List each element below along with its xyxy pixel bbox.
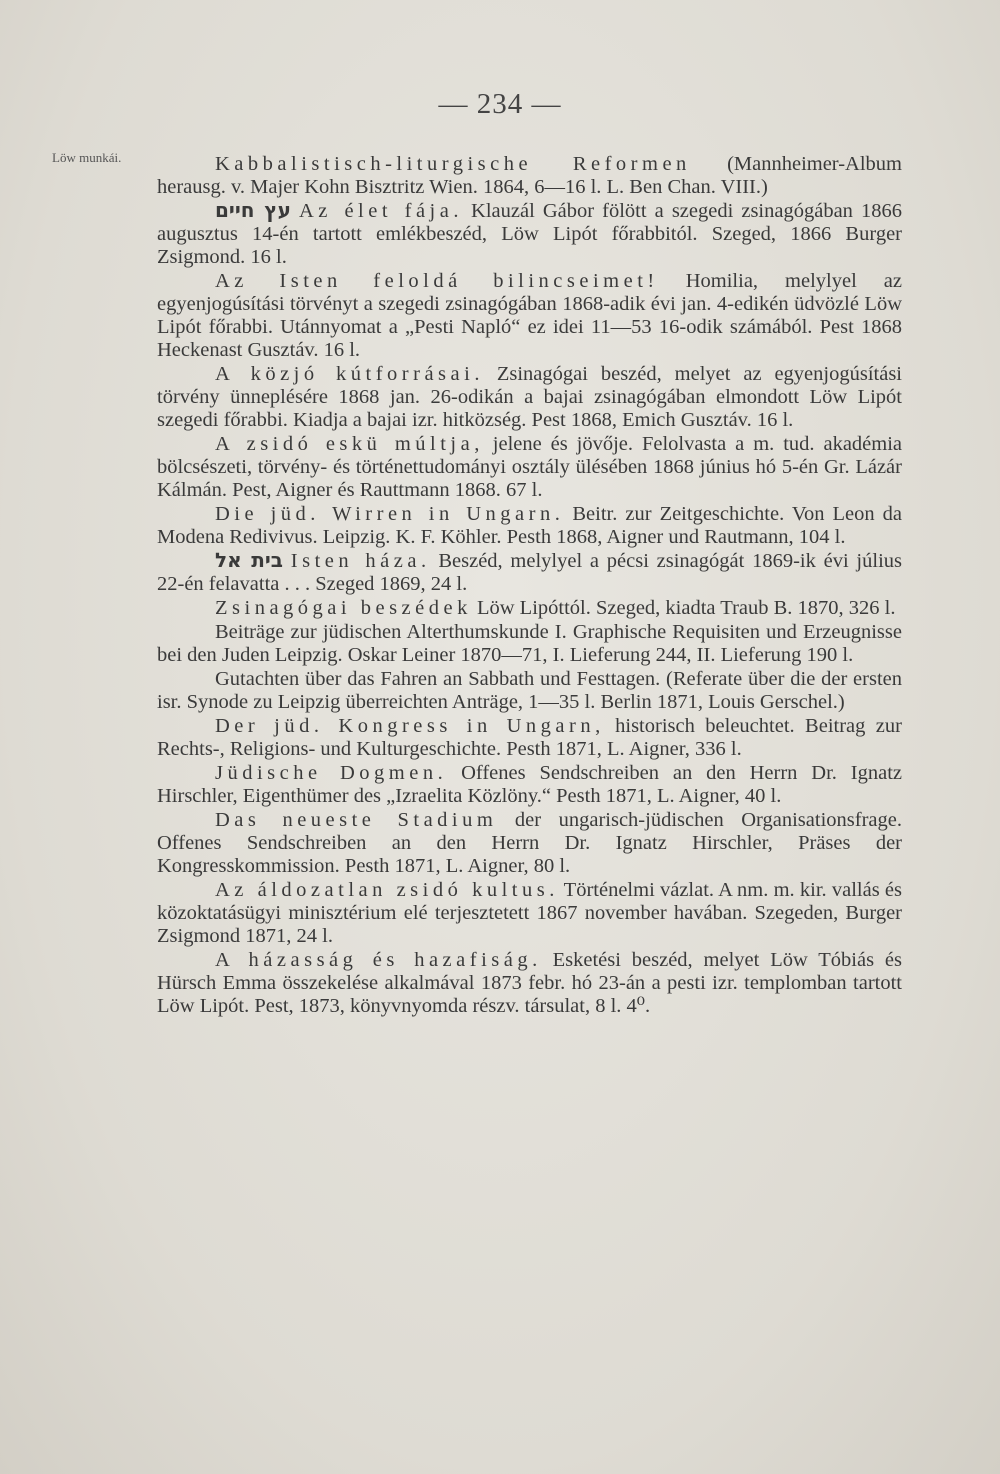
bibliography-entry — [157, 549, 902, 596]
entry-title: Zsinagógai beszédek — [215, 597, 472, 619]
entry-title: Az élet fája. — [298, 200, 463, 222]
entry-details: Zsinagógai beszéd, melyet az egyenjogúsítási törvény ünneplésére 1868 jan. 26-odikán a bajai zsinagógában elmondott Löw Lipót szegedi főrabbi. Kiadja a bajai izr. hitközség. Pest 1868, Emich Gusztáv. 16 l. — [157, 363, 902, 431]
entry-title: Az áldozatlan zsidó kultus. — [215, 879, 559, 901]
entry-details: Esketési beszéd, melyet Löw Tóbiás és Hürsch Emma összekelése alkalmával 1873 febr. hó 23-án a pesti izr. templomban tartott Löw Lipót. Pest, 1873, könyvnyomda részv. társulat, 8 l. 4⁰. — [157, 949, 903, 1017]
bibliography-entry — [157, 667, 902, 714]
bibliography-entry — [157, 808, 902, 878]
page-number: — 234 — — [438, 88, 562, 120]
entry-title: A zsidó eskü múltja, — [215, 433, 484, 455]
margin-note: Löw munkái. — [52, 150, 122, 165]
entry-title: Der jüd. Kongress in Ungarn, — [215, 715, 605, 737]
entry-title: Die jüd. Wirren in Ungarn. — [215, 503, 565, 525]
entry-details: jelene és jövője. Felolvasta a m. tud. akadémia bölcsészeti, törvény- és történettudományi osztály ülésében 1868 június hó 5-én Gr. Lázár Kálmán. Pest, Aigner és Rauttmann 1868. 67 l. — [157, 433, 903, 501]
bibliography-entry — [157, 432, 902, 502]
bibliography-entry — [157, 199, 902, 269]
entry-title: Das neueste Stadium — [215, 809, 498, 831]
entry-details: (Mannheimer-Album herausg. v. Majer Kohn Bisztritz Wien. 1864, 6—16 l. L. Ben Chan. VIII.) — [157, 153, 902, 198]
entry-title: Isten háza. — [290, 550, 431, 572]
entry-details: Gutachten über das Fahren an Sabbath und Festtagen. (Referate über die der ersten isr. Synode zu Leipzig überreichten Anträge, 1—35 l. Berlin 1871, Louis Gerschel.) — [157, 668, 902, 713]
bibliography-entry — [157, 878, 902, 948]
entry-title: Jüdische Dogmen. — [215, 762, 448, 784]
entry-details: Beszéd, melylyel a pécsi zsinagógát 1869-ik évi július 22-én felavatta . . . Szeged 1869, 24 l. — [157, 550, 902, 595]
entry-details: Homilia, melylyel az egyenjogúsítási törvényt a szegedi zsinagógában 1868-adik évi jan. 4-edikén üdvözlé Löw Lipót főrabbi. Utánnyomat a „Pesti Napló“ ez idei 11—53 16-odik számából. Pest 1868 Heckenast Gusztáv. 16 l. — [157, 270, 902, 361]
entry-title: Kabbalistisch-liturgische Reformen — [215, 153, 691, 175]
bibliography-entry — [157, 714, 902, 761]
entry-title: A házasság és hazafiság. — [215, 949, 542, 971]
bibliography-entry — [157, 502, 902, 549]
bibliography-entry — [157, 596, 902, 620]
entry-details: Klauzál Gábor fölött a szegedi zsinagógában 1866 augusztus 14-én tartott emlékbeszéd, Löw Lipót főrabbitól. Szeged, 1866 Burger Zsigmond. 16 l. — [157, 200, 902, 268]
entry-details: Löw Lipóttól. Szeged, kiadta Traub B. 1870, 326 l. — [471, 597, 896, 619]
entry-details: der ungarisch-jüdischen Organisationsfrage. Offenes Sendschreiben an den Herrn Dr. Ignatz Hirschler, Präses der Kongresskommission. Pesth 1871, L. Aigner, 80 l. — [157, 809, 902, 877]
hebrew-title: בית אל — [215, 548, 284, 572]
entry-title: Az Isten feloldá bilincseimet! — [215, 270, 659, 292]
entry-details: Beitr. zur Zeitgeschichte. Von Leon da Modena Redivivus. Leipzig. K. F. Köhler. Pesth 1868, Aigner und Rautmann, 104 l. — [157, 503, 903, 548]
entry-title: A közjó kútforrásai. — [215, 363, 484, 385]
bibliography-entry — [157, 152, 902, 199]
bibliography-entry — [157, 761, 902, 808]
hebrew-title: עץ חיים — [215, 198, 291, 222]
entry-details: Offenes Sendschreiben an den Herrn Dr. Ignatz Hirschler, Eigenthümer des „Izraelita Közlöny.“ Pesth 1871, L. Aigner, 40 l. — [157, 762, 902, 807]
bibliography-entry — [157, 269, 902, 362]
bibliography-entry — [157, 620, 902, 667]
entry-details: historisch beleuchtet. Beitrag zur Rechts-, Religions- und Kulturgeschichte. Pesth 1871, L. Aigner, 336 l. — [157, 715, 902, 760]
entry-details: Történelmi vázlat. A nm. m. kir. vallás és közoktatásügyi minisztérium elé terjesztetett 1867 november havában. Szegeden, Burger Zsigmond 1871, 24 l. — [157, 879, 902, 947]
bibliography-list — [157, 152, 902, 1018]
bibliography-entry — [157, 362, 902, 432]
entry-details: Beiträge zur jüdischen Alterthumskunde I. Graphische Requisiten und Erzeugnisse bei den Juden Leipzig. Oskar Leiner 1870—71, I. Lieferung 244, II. Lieferung 190 l. — [157, 621, 902, 666]
bibliography-entry — [157, 948, 902, 1018]
